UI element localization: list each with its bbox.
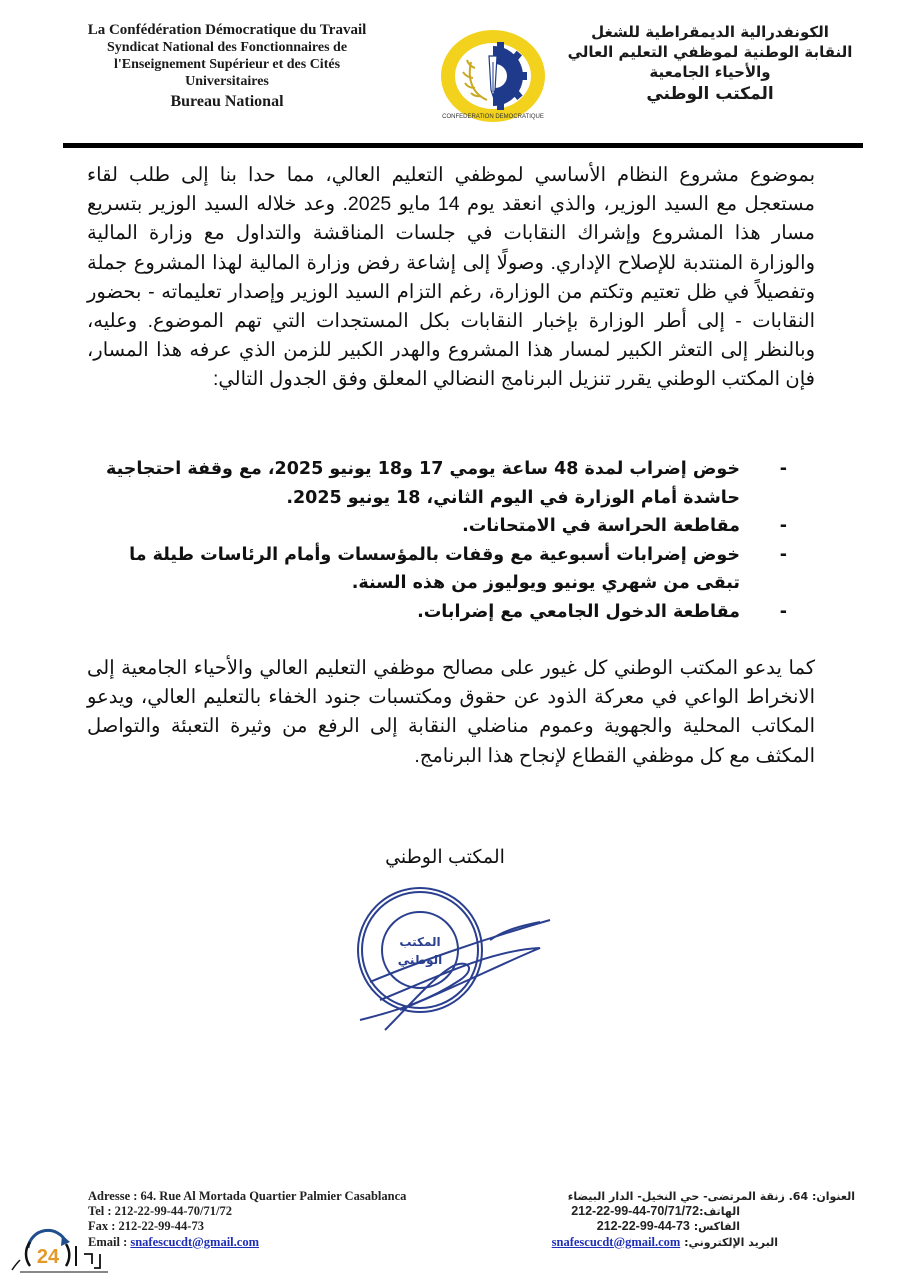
fax-row-ar: [540, 1219, 855, 1234]
email-row-fr: [88, 1235, 468, 1250]
tel-row-ar: [540, 1204, 855, 1219]
bullet-dash: -: [779, 601, 787, 622]
bureau-name-ar: المكتب الوطني: [646, 84, 774, 104]
watermark-number: 24: [36, 1246, 60, 1268]
program-item-text: مقاطعة الحراسة في الامتحانات.: [462, 516, 740, 537]
email-label-ar: البريد الإلكتروني:: [680, 1235, 778, 1249]
svg-text:المكتب: المكتب: [399, 935, 441, 949]
confederation-name-ar: الكونفدرالية الديمقراطية للشغل: [591, 23, 829, 41]
program-item-text: خوض إضراب لمدة 48 ساعة يومي 17 و18 يونيو 2025، مع وقفة احتجاجية حاشدة أمام الوزارة في اليوم الثاني، 18 يونيو 2025.: [105, 459, 740, 508]
tel-label-ar: الهاتف:: [699, 1205, 740, 1219]
fax-fr: Fax : 212-22-99-44-73: [88, 1219, 204, 1234]
bullet-dash: -: [779, 544, 787, 565]
address-fr: Adresse : 64. Rue Al Mortada Quartier Palmier Casablanca: [88, 1189, 407, 1203]
intro-paragraph: بموضوع مشروع النظام الأساسي لموظفي التعليم العالي، مما حدا بنا إلى طلب لقاء مستعجل مع السيد الوزير، والذي انعقد يوم 14 مايو 2025. وعد خلاله السيد الوزير بتسريع مسار هذا المشروع وإشراك النقابات في جلسات المناقشة والتداول مع وزارة المالية والوزارة المنتدبة للإصلاح الإداري. وصولًا إلى إشاعة رفض وزارة المالية لهذا المشروع جملة وتفصيلاً في ظل تعتيم وتكتم من الوزارة، رغم التزام السيد الوزير وإصدار تعليماته - بحضور النقابات - إلى أطر الوزارة بإخبار النقابات بكل المستجدات التي تهم الموضوع. وعليه، وبالنظر إلى التعثر الكبير لمسار هذا المشروع والهدر الكبير للزمن الذي عرفه هذا المسار، فإن المكتب الوطني يقرر تنزيل البرنامج النضالي المعلق وفق الجدول التالي:: [87, 164, 815, 391]
email-link-ar[interactable]: snafescucdt@gmail.com: [551, 1234, 681, 1249]
official-stamp-icon: [340, 870, 560, 1040]
fax-label-ar: الفاكس:: [689, 1220, 740, 1234]
bureau-name-fr: Bureau National: [170, 93, 284, 110]
syndicate-name-ar-1: النقابة الوطنية لموظفي التعليم العالي: [567, 43, 853, 61]
email-link-fr[interactable]: snafescucdt@gmail.com: [130, 1234, 259, 1249]
signature-title: المكتب الوطني: [385, 847, 505, 868]
email-row-ar: [540, 1235, 855, 1250]
svg-text:الوطني: الوطني: [397, 953, 443, 967]
program-list: [85, 455, 787, 627]
closing-paragraph: كما يدعو المكتب الوطني كل غيور على مصالح موظفي التعليم العالي والأحياء الجامعية إلى الانخراط الواعي في معركة الذود عن حقوق ومكتسبات جنود الخفاء بالتعليم العالي، ويدعو المكاتب المحلية والجهوية وعموم مناضلي النقابة إلى الرفع من وثيرة التعبئة والتواصل المكثف مع كل موظفي القطاع لإنجاح هذا البرنامج.: [87, 657, 815, 767]
syndicate-name-fr-1: Syndicat National des Fonctionnaires de: [106, 40, 348, 55]
email-label-fr: Email :: [88, 1234, 131, 1249]
syndicate-name-fr-3: Universitaires: [185, 74, 269, 89]
confederation-name-fr: La Confédération Démocratique du Travail: [87, 22, 367, 38]
footer-arabic: [540, 1189, 855, 1250]
news24-watermark-icon: [8, 1222, 118, 1280]
footer-french: [88, 1189, 468, 1250]
header-arabic: [560, 22, 860, 106]
program-item-text: مقاطعة الدخول الجامعي مع إضرابات.: [417, 601, 740, 622]
svg-text:CONFEDERATION DEMOCRATIQUE: CONFEDERATION DEMOCRATIQUE: [442, 114, 544, 120]
fax-ar: 212-22-99-44-73: [596, 1219, 690, 1234]
bullet-dash: -: [779, 516, 787, 537]
header-divider: [63, 143, 863, 148]
program-item: [85, 455, 787, 512]
syndicate-name-fr-2: l'Enseignement Supérieur et des Cités: [113, 57, 341, 72]
cdt-emblem-icon: [437, 28, 549, 124]
tel-fr: Tel : 212-22-99-44-70/71/72: [88, 1204, 232, 1219]
header-french: [62, 22, 392, 113]
address-ar: العنوان: 64. زنقة المرتضى- حي النخيل- الدار البيضاء: [567, 1190, 855, 1203]
program-item: [85, 512, 787, 541]
program-item: [85, 541, 787, 598]
program-item: [85, 598, 787, 627]
tel-ar: 212-22-99-44-70/71/72: [571, 1204, 700, 1219]
program-item-text: خوض إضرابات أسبوعية مع وقفات بالمؤسسات وأمام الرئاسات طيلة ما تبقى من شهري يونيو ويوليوز من هذه السنة.: [129, 544, 740, 594]
bullet-dash: -: [779, 459, 787, 479]
syndicate-name-ar-2: والأحياء الجامعية: [649, 63, 771, 81]
